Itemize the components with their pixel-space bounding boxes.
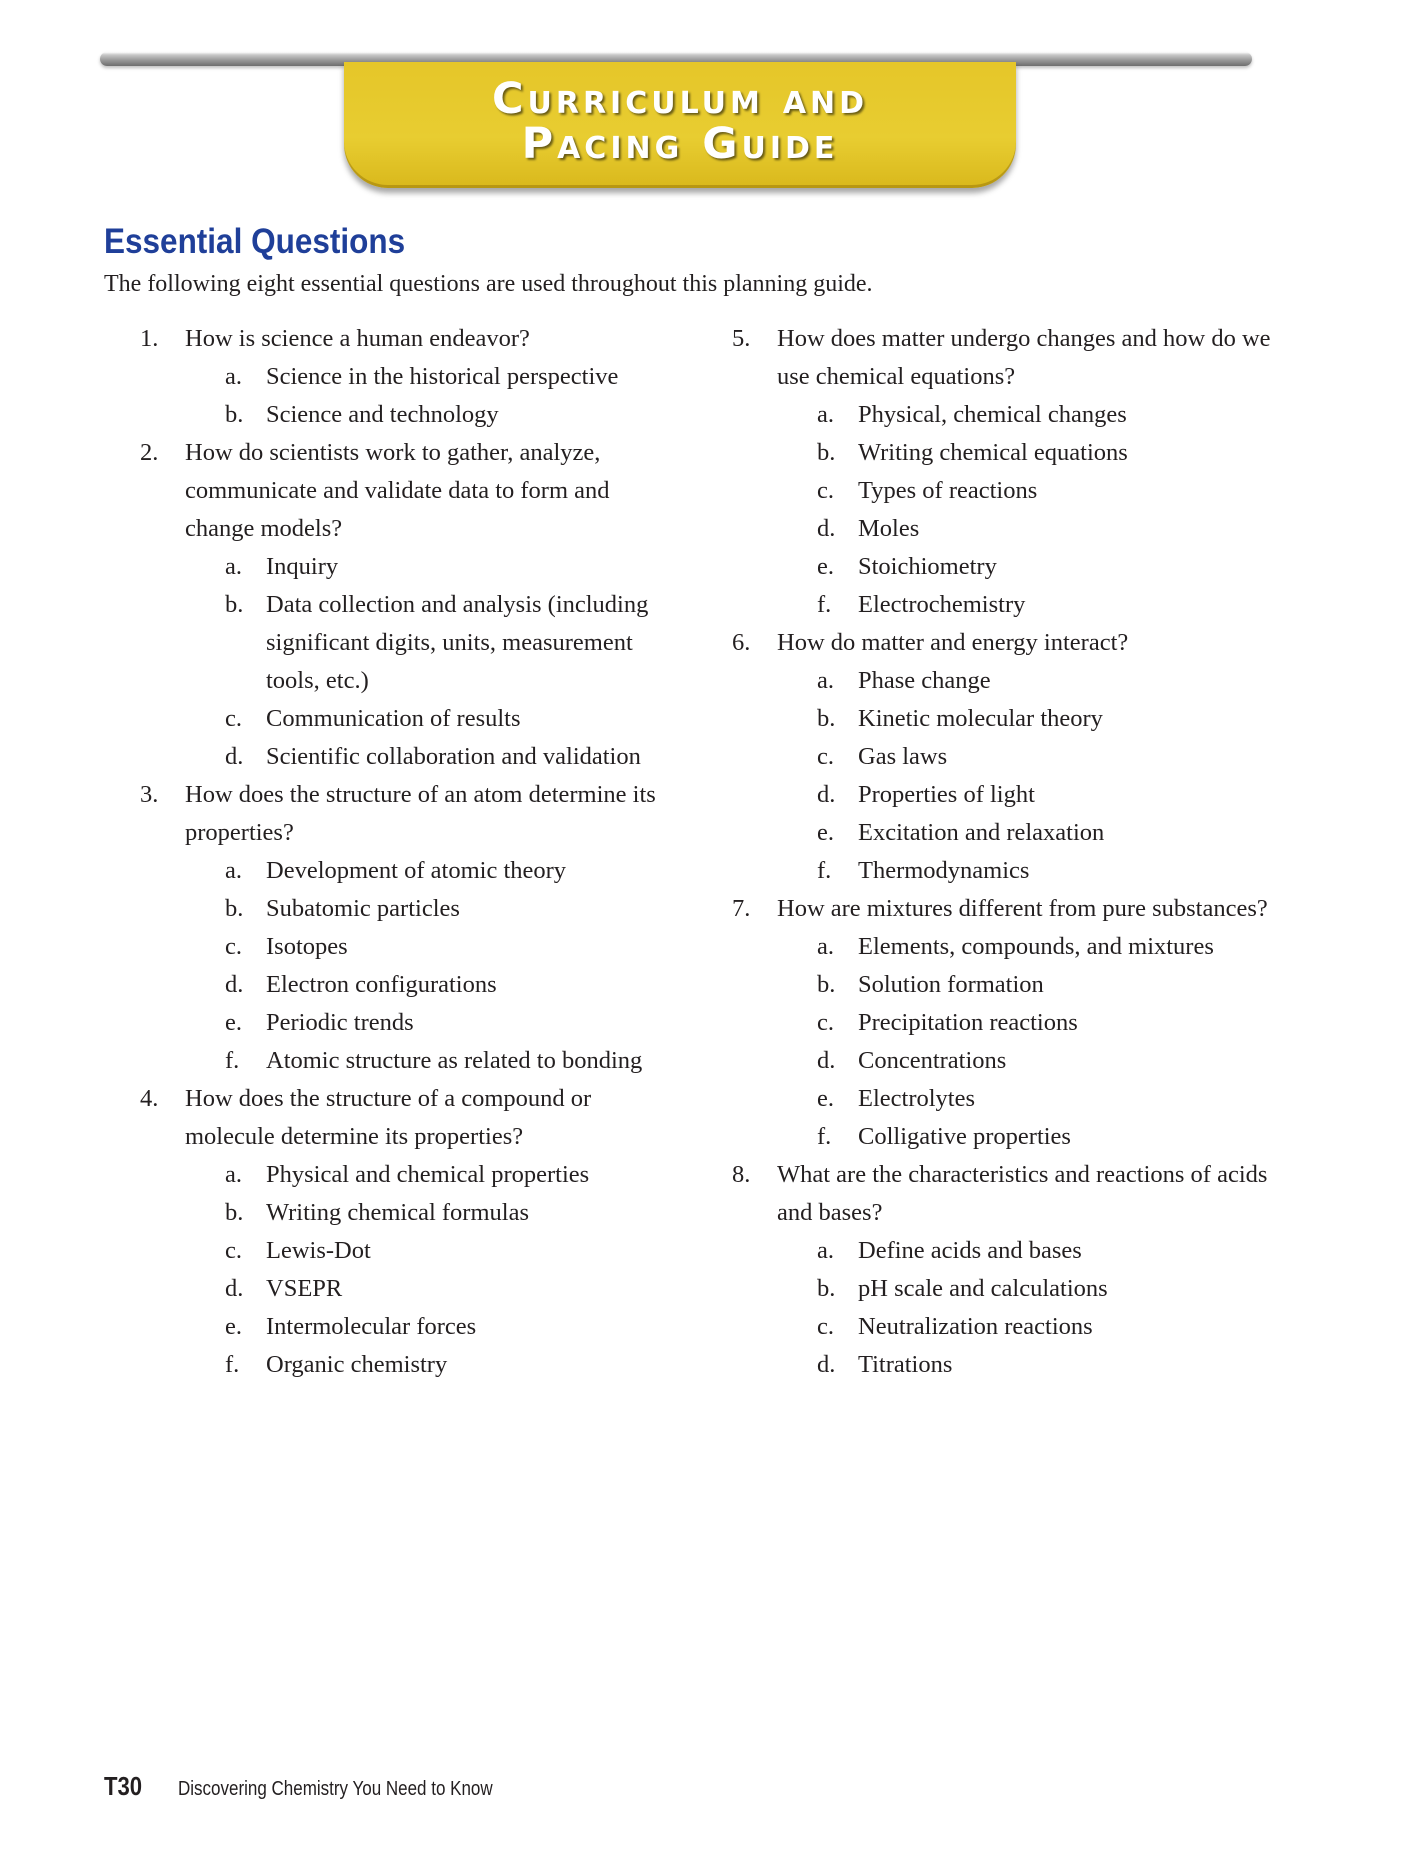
subtopic-letter: e. <box>817 553 834 580</box>
subtopic-item <box>817 396 1272 434</box>
essential-question <box>140 320 680 434</box>
subtopic-letter: a. <box>225 1161 242 1188</box>
subtopic-letter: f. <box>817 857 832 884</box>
subtopic-item <box>225 966 680 1004</box>
subtopic-item <box>225 548 680 586</box>
subtopic-item <box>817 1004 1272 1042</box>
subtopic-text: Writing chemical formulas <box>266 1199 529 1226</box>
subtopic-list <box>777 928 1272 1156</box>
subtopic-text: Data collection and analysis (including significant digits, units, measurement tools, etc.) <box>266 591 649 694</box>
subtopic-text: Electrochemistry <box>858 591 1026 618</box>
subtopic-item <box>225 1270 680 1308</box>
subtopic-letter: b. <box>225 591 244 618</box>
subtopic-item <box>225 1308 680 1346</box>
subtopic-text: Thermodynamics <box>858 857 1030 884</box>
subtopic-letter: a. <box>225 553 242 580</box>
subtopic-text: Intermolecular forces <box>266 1313 477 1340</box>
subtopic-text: Scientific collaboration and validation <box>266 743 641 770</box>
subtopic-item <box>225 586 680 700</box>
subtopic-letter: a. <box>817 933 834 960</box>
subtopic-letter: f. <box>225 1047 240 1074</box>
subtopic-text: Physical and chemical properties <box>266 1161 590 1188</box>
subtopic-text: Neutralization reactions <box>858 1313 1093 1340</box>
subtopic-item <box>225 1156 680 1194</box>
essential-question <box>140 434 680 776</box>
subtopic-item <box>225 1042 680 1080</box>
page-footer <box>104 1771 548 1802</box>
questions-left-column <box>140 320 680 1384</box>
subtopic-list <box>185 358 680 434</box>
question-number: 5. <box>732 325 751 352</box>
subtopic-letter: e. <box>225 1009 242 1036</box>
subtopic-letter: c. <box>817 743 834 770</box>
subtopic-text: Organic chemistry <box>266 1351 448 1378</box>
subtopic-item <box>225 1194 680 1232</box>
subtopic-text: Science and technology <box>266 401 499 428</box>
subtopic-letter: b. <box>817 705 836 732</box>
subtopic-letter: e. <box>225 1313 242 1340</box>
subtopic-item <box>225 852 680 890</box>
subtopic-item <box>817 434 1272 472</box>
subtopic-letter: c. <box>817 1009 834 1036</box>
subtopic-text: Define acids and bases <box>858 1237 1082 1264</box>
subtopic-letter: d. <box>225 971 244 998</box>
subtopic-item <box>225 890 680 928</box>
subtopic-letter: b. <box>225 1199 244 1226</box>
subtopic-text: Writing chemical equations <box>858 439 1128 466</box>
question-text: How does the structure of an atom determine its properties? <box>185 781 656 846</box>
intro-text: The following eight essential questions are used throughout this planning guide. <box>104 271 873 297</box>
subtopic-item <box>817 966 1272 1004</box>
question-text: How do matter and energy interact? <box>777 629 1129 656</box>
subtopic-text: Phase change <box>858 667 991 694</box>
banner-title-line-2: Pacing Guide <box>521 119 839 169</box>
subtopic-item <box>225 738 680 776</box>
question-number: 4. <box>140 1085 159 1112</box>
subtopic-text: Science in the historical perspective <box>266 363 619 390</box>
subtopic-item <box>817 776 1272 814</box>
subtopic-text: Inquiry <box>266 553 339 580</box>
subtopic-list <box>185 548 680 776</box>
subtopic-letter: f. <box>225 1351 240 1378</box>
subtopic-item <box>817 1232 1272 1270</box>
subtopic-item <box>817 510 1272 548</box>
subtopic-text: Kinetic molecular theory <box>858 705 1103 732</box>
subtopic-letter: c. <box>225 933 242 960</box>
subtopic-item <box>225 700 680 738</box>
question-number: 1. <box>140 325 159 352</box>
subtopic-item <box>225 396 680 434</box>
question-text: How do scientists work to gather, analyze, communicate and validate data to form and change models? <box>185 439 610 542</box>
subtopic-item <box>817 1118 1272 1156</box>
subtopic-text: Subatomic particles <box>266 895 460 922</box>
page-number: T30 <box>104 1771 143 1801</box>
question-number: 6. <box>732 629 751 656</box>
subtopic-letter: c. <box>225 1237 242 1264</box>
subtopic-text: pH scale and calculations <box>858 1275 1108 1302</box>
question-text: What are the characteristics and reactions of acids and bases? <box>777 1161 1268 1226</box>
subtopic-item <box>817 662 1272 700</box>
subtopic-text: Concentrations <box>858 1047 1007 1074</box>
subtopic-letter: a. <box>817 1237 834 1264</box>
subtopic-text: Communication of results <box>266 705 521 732</box>
subtopic-letter: e. <box>817 819 834 846</box>
question-number: 8. <box>732 1161 751 1188</box>
subtopic-text: Isotopes <box>266 933 348 960</box>
subtopic-text: Precipitation reactions <box>858 1009 1078 1036</box>
subtopic-letter: d. <box>225 1275 244 1302</box>
question-text: How does the structure of a compound or molecule determine its properties? <box>185 1085 592 1150</box>
subtopic-item <box>817 1308 1272 1346</box>
banner-title-line-1: Curriculum and <box>491 74 869 124</box>
subtopic-letter: d. <box>817 781 836 808</box>
subtopic-text: Solution formation <box>858 971 1044 998</box>
subtopic-item <box>225 1232 680 1270</box>
subtopic-letter: c. <box>817 477 834 504</box>
subtopic-letter: d. <box>817 515 836 542</box>
section-banner <box>344 62 1016 188</box>
subtopic-text: Moles <box>858 515 920 542</box>
subtopic-text: Atomic structure as related to bonding <box>266 1047 643 1074</box>
essential-question <box>732 320 1272 624</box>
subtopic-item <box>817 1042 1272 1080</box>
question-number: 7. <box>732 895 751 922</box>
subtopic-list <box>777 396 1272 624</box>
subtopic-item <box>817 548 1272 586</box>
subtopic-item <box>225 1004 680 1042</box>
subtopic-letter: d. <box>225 743 244 770</box>
subtopic-letter: f. <box>817 591 832 618</box>
question-text: How are mixtures different from pure substances? <box>777 895 1268 922</box>
subtopic-letter: b. <box>225 401 244 428</box>
subtopic-letter: e. <box>817 1085 834 1112</box>
subtopic-letter: c. <box>225 705 242 732</box>
subtopic-list <box>777 662 1272 890</box>
question-text: How does matter undergo changes and how do we use chemical equations? <box>777 325 1271 390</box>
essential-question <box>140 776 680 1080</box>
subtopic-item <box>817 700 1272 738</box>
subtopic-item <box>817 928 1272 966</box>
section-heading: Essential Questions <box>104 222 406 261</box>
subtopic-letter: a. <box>225 363 242 390</box>
questions-right-column <box>732 320 1272 1384</box>
subtopic-letter: b. <box>225 895 244 922</box>
essential-question <box>140 1080 680 1384</box>
subtopic-letter: c. <box>817 1313 834 1340</box>
subtopic-text: Stoichiometry <box>858 553 997 580</box>
subtopic-text: Properties of light <box>858 781 1035 808</box>
subtopic-item <box>817 472 1272 510</box>
subtopic-text: Development of atomic theory <box>266 857 567 884</box>
subtopic-text: Physical, chemical changes <box>858 401 1127 428</box>
subtopic-text: Elements, compounds, and mixtures <box>858 933 1214 960</box>
subtopic-item <box>817 852 1272 890</box>
subtopic-text: Electron configurations <box>266 971 497 998</box>
subtopic-item <box>817 738 1272 776</box>
subtopic-item <box>817 1080 1272 1118</box>
subtopic-text: Lewis-Dot <box>266 1237 371 1264</box>
subtopic-letter: f. <box>817 1123 832 1150</box>
subtopic-item <box>817 1270 1272 1308</box>
subtopic-text: Electrolytes <box>858 1085 976 1112</box>
subtopic-text: Excitation and relaxation <box>858 819 1105 846</box>
subtopic-item <box>225 928 680 966</box>
subtopic-letter: a. <box>817 667 834 694</box>
subtopic-text: Periodic trends <box>266 1009 414 1036</box>
subtopic-list <box>185 852 680 1080</box>
subtopic-letter: b. <box>817 971 836 998</box>
subtopic-list <box>777 1232 1272 1384</box>
subtopic-item <box>817 814 1272 852</box>
question-number: 3. <box>140 781 159 808</box>
subtopic-item <box>817 1346 1272 1384</box>
subtopic-text: Types of reactions <box>858 477 1038 504</box>
book-title: Discovering Chemistry You Need to Know <box>178 1778 493 1800</box>
subtopic-text: Titrations <box>858 1351 953 1378</box>
question-number: 2. <box>140 439 159 466</box>
subtopic-letter: d. <box>817 1047 836 1074</box>
subtopic-letter: b. <box>817 439 836 466</box>
subtopic-text: Gas laws <box>858 743 948 770</box>
subtopic-text: Colligative properties <box>858 1123 1071 1150</box>
subtopic-item <box>225 1346 680 1384</box>
subtopic-letter: a. <box>225 857 242 884</box>
subtopic-letter: d. <box>817 1351 836 1378</box>
subtopic-list <box>185 1156 680 1384</box>
essential-question <box>732 624 1272 890</box>
subtopic-text: VSEPR <box>266 1275 343 1302</box>
subtopic-letter: a. <box>817 401 834 428</box>
subtopic-item <box>817 586 1272 624</box>
essential-question <box>732 1156 1272 1384</box>
essential-question <box>732 890 1272 1156</box>
subtopic-item <box>225 358 680 396</box>
subtopic-letter: b. <box>817 1275 836 1302</box>
question-text: How is science a human endeavor? <box>185 325 530 352</box>
